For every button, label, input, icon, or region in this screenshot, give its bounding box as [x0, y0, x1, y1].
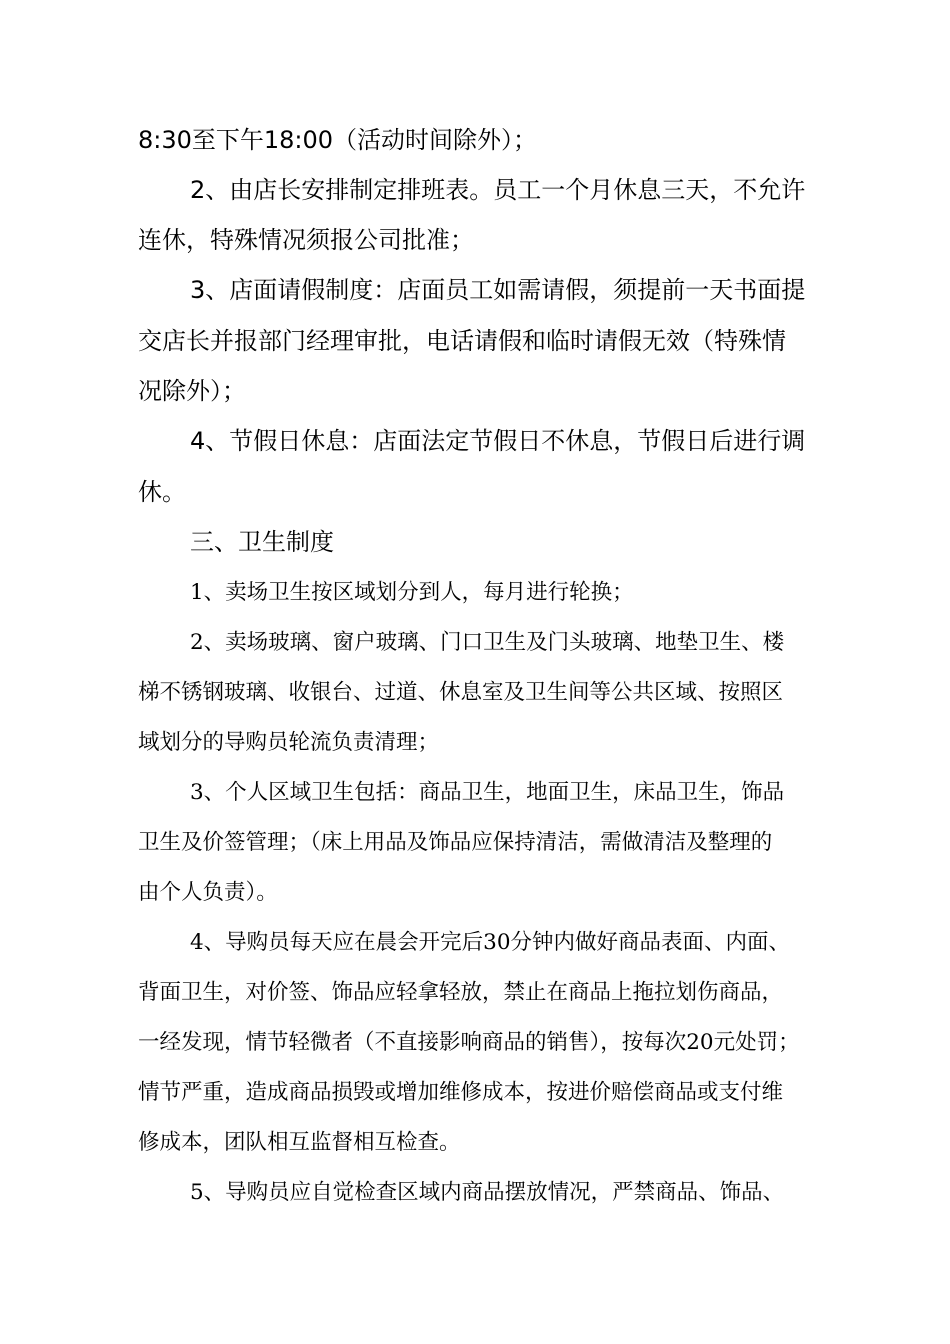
text-line: 梯不锈钢玻璃、收银台、过道、休息室及卫生间等公共区域、按照区 [138, 680, 784, 705]
text-line: 域划分的导购员轮流负责清理； [138, 730, 440, 755]
text-line: 3、店面请假制度：店面员工如需请假，须提前一天书面提 [190, 276, 806, 304]
text-line: 交店长并报部门经理审批，电话请假和临时请假无效（特殊情 [138, 327, 786, 355]
text-line: 5、导购员应自觉检查区域内商品摆放情况，严禁商品、饰品、 [190, 1180, 785, 1205]
text-line: 卫生及价签管理；（床上用品及饰品应保持清洁，需做清洁及整理的 [138, 830, 773, 855]
text-line: 由个人负责）。 [138, 880, 278, 905]
text-line: 4、节假日休息：店面法定节假日不休息，节假日后进行调 [190, 427, 806, 455]
text-line: 情节严重，造成商品损毁或增加维修成本，按进价赔偿商品或支付维 [138, 1080, 784, 1105]
text-line: 况除外）； [138, 377, 246, 405]
text-line: 修成本，团队相互监督相互检查。 [138, 1130, 461, 1155]
text-line: 2、卖场玻璃、窗户玻璃、门口卫生及门头玻璃、地垫卫生、楼 [190, 630, 785, 655]
text-line: 8:30至下午18:00（活动时间除外）； [138, 126, 538, 154]
text-line: 连休，特殊情况须报公司批准； [138, 226, 474, 254]
text-line: 3、个人区域卫生包括：商品卫生，地面卫生，床品卫生，饰品 [190, 780, 785, 805]
text-line: 背面卫生，对价签、饰品应轻拿轻放，禁止在商品上拖拉划伤商品， [138, 980, 784, 1005]
text-line: 一经发现，情节轻微者（不直接影响商品的销售），按每次20元处罚； [138, 1030, 800, 1055]
text-line: 1、卖场卫生按区域划分到人，每月进行轮换； [190, 580, 634, 605]
section-heading: 三、卫生制度 [190, 528, 334, 556]
text-line: 2、由店长安排制定排班表。员工一个月休息三天，不允许 [190, 176, 806, 204]
text-line: 4、导购员每天应在晨会开完后30分钟内做好商品表面、内面、 [190, 930, 791, 955]
text-line: 休。 [138, 478, 186, 506]
